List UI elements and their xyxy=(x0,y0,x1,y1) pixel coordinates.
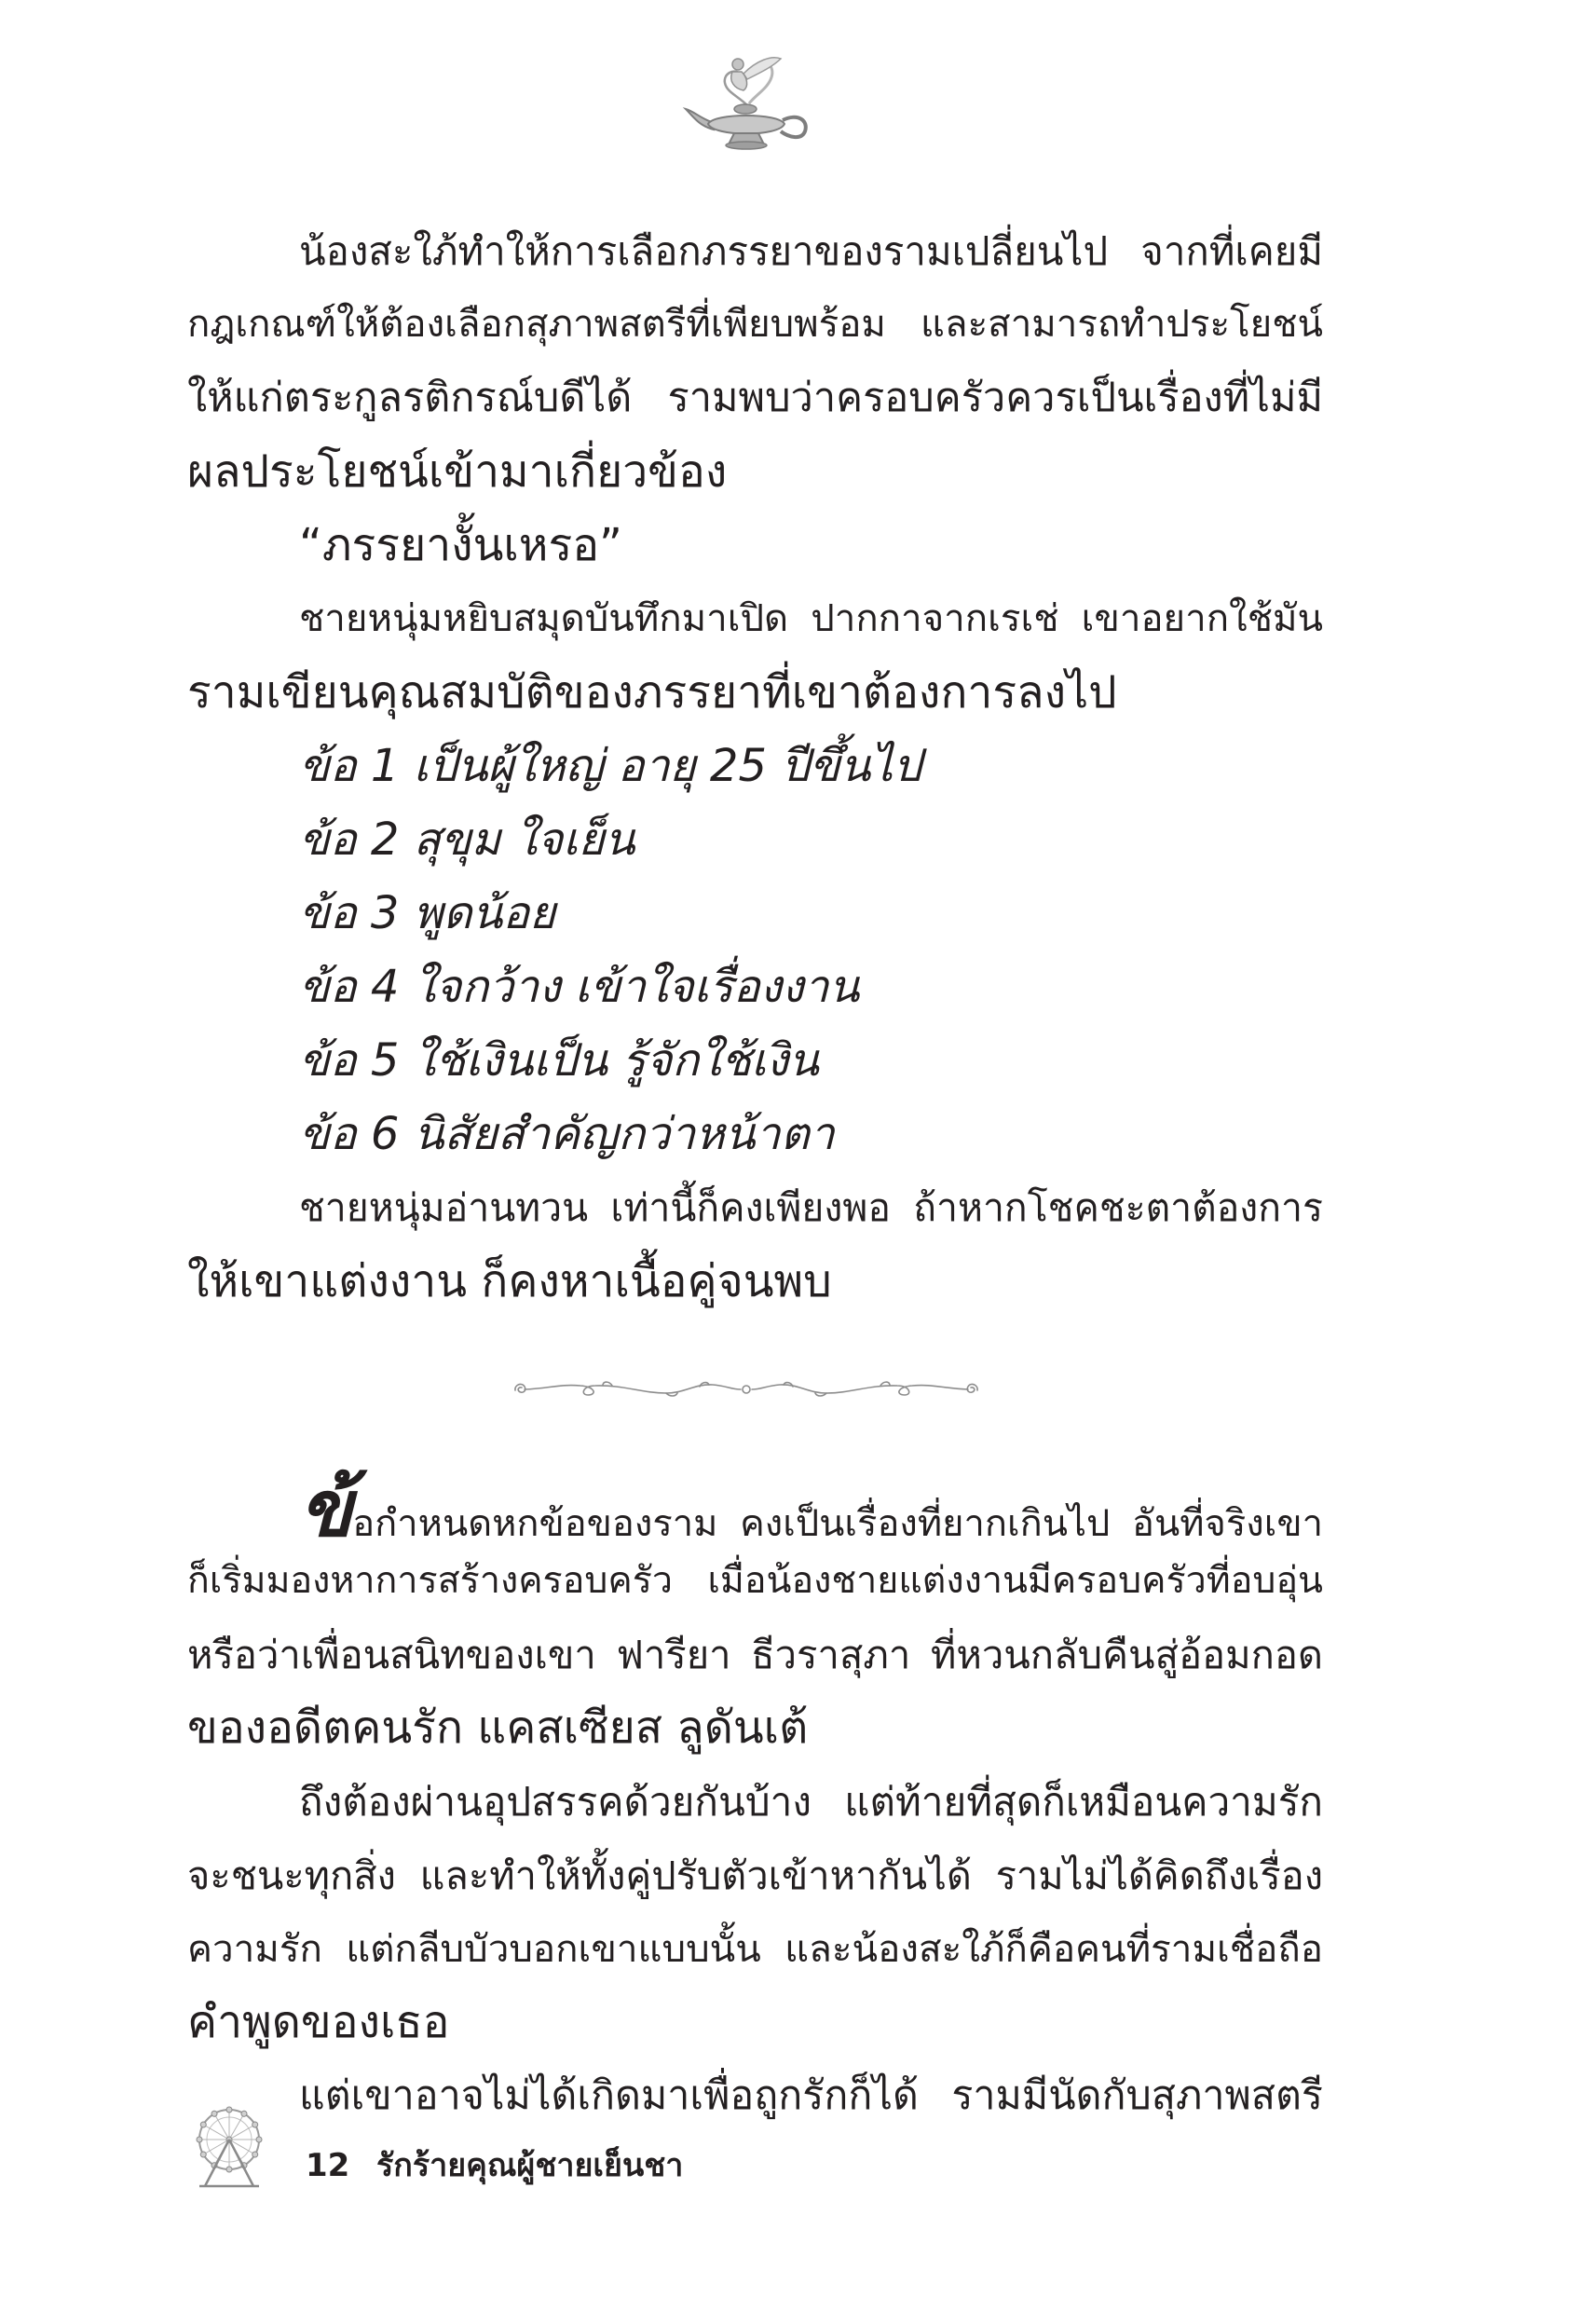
text-line xyxy=(187,1463,1323,1554)
book-title: รักร้ายคุณผู้ชายเย็นชา xyxy=(376,2147,684,2184)
text-line: คำพูดของเธอ xyxy=(187,1996,450,2048)
text-line: ก็เริ่มมองหาการสร้างครอบครัว เมื่อน้องชายแต่งงานมีครอบครัวที่อบอุ่น xyxy=(187,1559,1323,1602)
paragraph xyxy=(187,582,1323,730)
dialogue-paragraph xyxy=(187,509,1323,582)
ferris-wheel-icon xyxy=(192,2106,266,2190)
list-item: ข้อ 4 ใจกว้าง เข้าใจเรื่องงาน xyxy=(299,961,860,1013)
paragraph xyxy=(187,1463,1323,1765)
text-line-rest: อกำหนดหกข้อของราม คงเป็นเรื่องที่ยากเกินไป อันที่จริงเขา xyxy=(352,1502,1323,1545)
paragraph xyxy=(187,214,1323,509)
text-line: ชายหนุ่มอ่านทวน เท่านี้ก็คงเพียงพอ ถ้าหากโชคชะตาต้องการ xyxy=(299,1185,1323,1230)
text-line: แต่เขาอาจไม่ได้เกิดมาเพื่อถูกรักก็ได้ รามมีนัดกับสุภาพสตรี xyxy=(299,2072,1323,2119)
genie-lamp-icon xyxy=(682,51,812,158)
paragraph xyxy=(187,2059,1323,2133)
text-line: ชายหนุ่มหยิบสมุดบันทึกมาเปิด ปากกาจากเรเช่ เขาอยากใช้มัน xyxy=(299,597,1323,640)
flourish-half xyxy=(515,1382,741,1396)
list-item: ข้อ 3 พูดน้อย xyxy=(299,887,556,939)
text-line: ให้แก่ตระกูลรติกรณ์บดีได้ รามพบว่าครอบครัวควรเป็นเรื่องที่ไม่มี xyxy=(187,375,1323,421)
paragraph xyxy=(187,1171,1323,1319)
text-line: ผลประโยชน์เข้ามาเกี่ยวข้อง xyxy=(187,445,728,498)
list-item: ข้อ 2 สุขุม ใจเย็น xyxy=(299,814,635,866)
text-line: หรือว่าเพื่อนสนิทของเขา ฟารียา ธีวราสุภา ที่หวนกลับคืนสู่อ้อมกอด xyxy=(187,1632,1323,1677)
text-line: ถึงต้องผ่านอุปสรรคด้วยกันบ้าง แต่ท้ายที่สุดก็เหมือนความรัก xyxy=(299,1779,1323,1825)
text-line: น้องสะใภ้ทำให้การเลือกภรรยาของรามเปลี่ยนไป จากที่เคยมี xyxy=(299,228,1323,274)
text-line: กฎเกณฑ์ให้ต้องเลือกสุภาพสตรีที่เพียบพร้อม และสามารถทำประโยชน์ xyxy=(187,303,1323,346)
flourish-center xyxy=(743,1386,750,1393)
page-number: 12 xyxy=(306,2147,350,2184)
list-item: ข้อ 6 นิสัยสำคัญกว่าหน้าตา xyxy=(299,1108,835,1160)
text-line: รามเขียนคุณสมบัติของภรรยาที่เขาต้องการลงไป xyxy=(187,666,1117,718)
flourish-half-mirrored xyxy=(752,1382,977,1396)
text-line: ให้เขาแต่งงาน ก็คงหาเนื้อคู่จนพบ xyxy=(187,1255,832,1307)
text-line: ความรัก แต่กลีบบัวบอกเขาแบบนั้น และน้องสะใภ้ก็คือคนที่รามเชื่อถือ xyxy=(187,1927,1323,1971)
section-one xyxy=(187,214,1323,1319)
section-two xyxy=(187,1463,1323,2133)
text-line: “ภรรยางั้นเหรอ” xyxy=(299,519,622,571)
text-line: จะชนะทุกสิ่ง และทำให้ทั้งคู่ปรับตัวเข้าหากันได้ รามไม่ได้คิดถึงเรื่อง xyxy=(187,1853,1323,1898)
drop-cap: ข้ xyxy=(299,1463,353,1554)
qualification-list xyxy=(187,730,1323,1171)
lamp-body xyxy=(686,104,806,149)
flourish-divider-icon xyxy=(502,1374,990,1404)
paragraph xyxy=(187,1765,1323,2059)
list-item: ข้อ 1 เป็นผู้ใหญ่ อายุ 25 ปีขึ้นไป xyxy=(299,740,921,792)
list-item: ข้อ 5 ใช้เงินเป็น รู้จักใช้เงิน xyxy=(299,1034,819,1087)
text-line: ของอดีตคนรัก แคสเซียส ลูดันเต้ xyxy=(187,1702,809,1754)
